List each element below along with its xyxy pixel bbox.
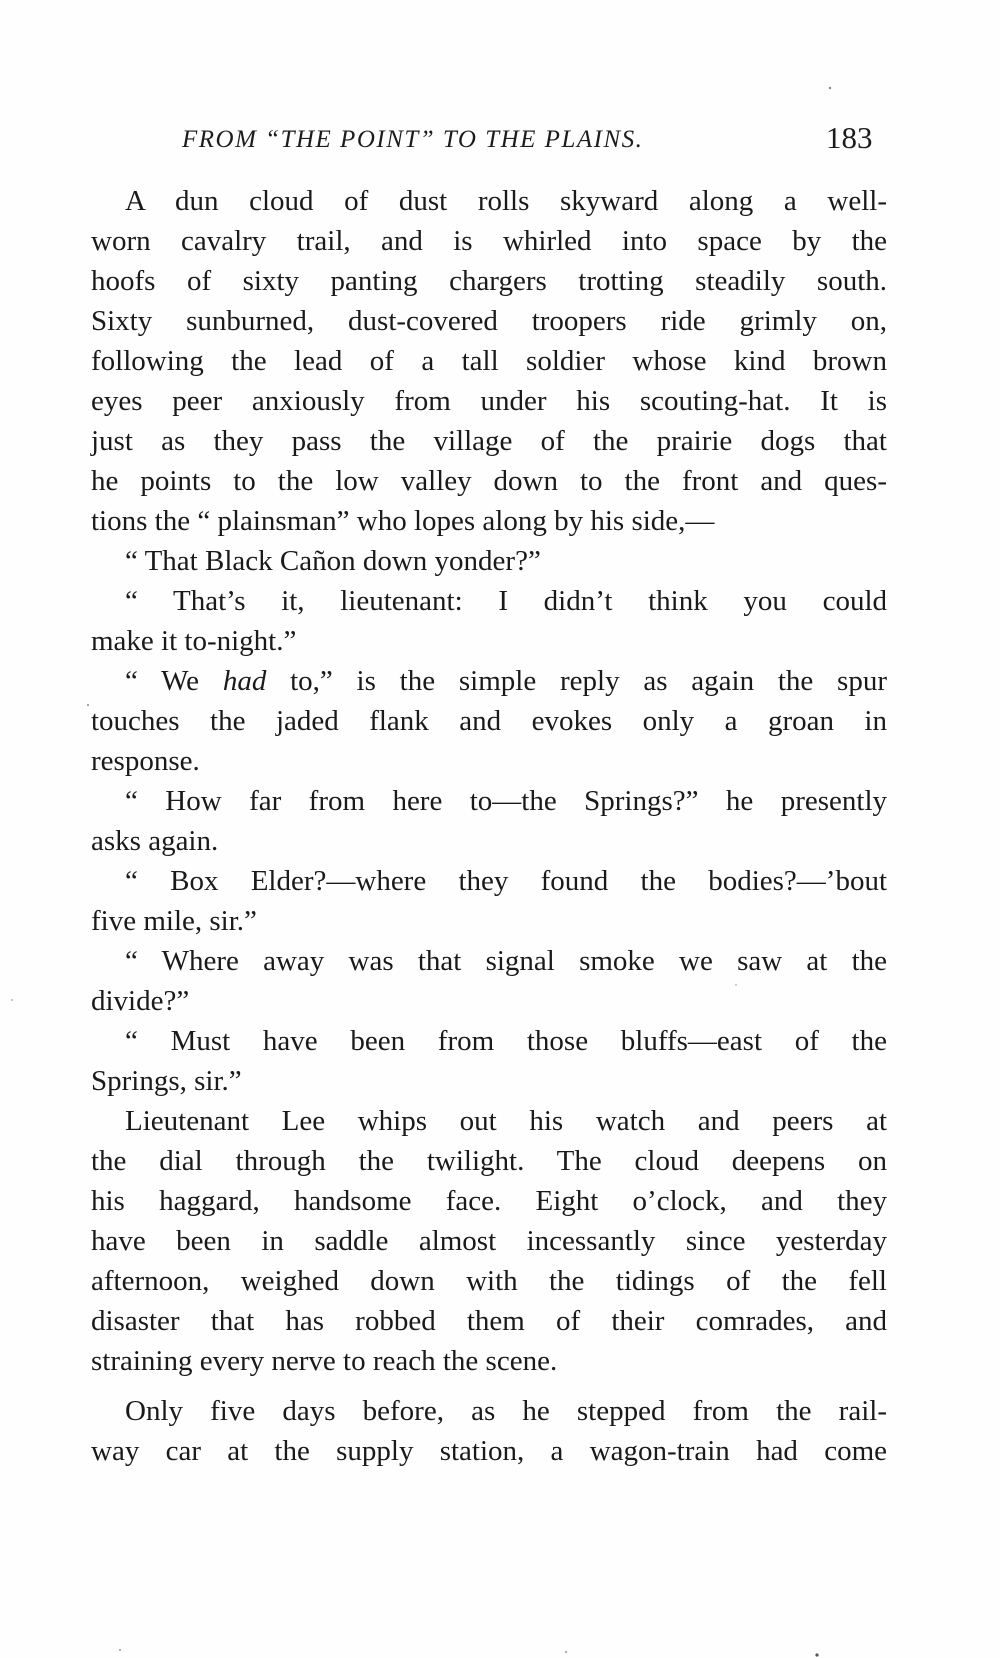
text-line: A dun cloud of dust rolls skyward along a well-	[125, 185, 887, 217]
text-line: he points to the low valley down to the front and ques-	[91, 465, 887, 497]
text-line: asks again.	[91, 825, 219, 857]
italic-word: had	[222, 665, 267, 697]
text-line: “ That’s it, lieutenant: I didn’t think you could	[125, 585, 887, 617]
text-line	[91, 661, 887, 701]
text-line: make it to-night.”	[91, 625, 297, 657]
text-fragment: to,” is the simple reply as again the spur	[290, 665, 887, 697]
text-line: “ Must have been from those bluffs—east of the	[125, 1025, 887, 1057]
page-header	[182, 118, 882, 162]
text-line: Sixty sunburned, dust-covered troopers ride grimly on,	[91, 305, 887, 337]
running-title: FROM “THE POINT” TO THE PLAINS.	[182, 126, 644, 153]
text-line: “ Where away was that signal smoke we saw at the	[125, 945, 887, 977]
page-number: 183	[826, 120, 873, 155]
text-line: divide?”	[91, 985, 190, 1017]
text-line: eyes peer anxiously from under his scouting-hat. It is	[91, 385, 887, 417]
text-line: have been in saddle almost incessantly since yesterday	[91, 1225, 887, 1257]
text-line: the dial through the twilight. The cloud deepens on	[91, 1145, 887, 1177]
text-line: touches the jaded flank and evokes only a groan in	[91, 705, 887, 737]
text-line: just as they pass the village of the prairie dogs that	[91, 425, 887, 457]
text-line: “ How far from here to—the Springs?” he presently	[125, 785, 887, 817]
text-line: his haggard, handsome face. Eight o’clock, and they	[91, 1185, 887, 1217]
text-line: Only five days before, as he stepped from the rail-	[125, 1395, 887, 1427]
text-line: Springs, sir.”	[91, 1065, 242, 1097]
text-fragment: “ We	[125, 665, 200, 697]
text-line: Lieutenant Lee whips out his watch and peers at	[125, 1105, 887, 1137]
text-line: “ That Black Cañon down yonder?”	[125, 545, 541, 577]
text-line: disaster that has robbed them of their comrades, and	[91, 1305, 887, 1337]
text-line: hoofs of sixty panting chargers trotting steadily south.	[91, 265, 887, 297]
text-line: following the lead of a tall soldier whose kind brown	[91, 345, 887, 377]
text-line: “ Box Elder?—where they found the bodies?—’bout	[125, 865, 887, 897]
text-line: worn cavalry trail, and is whirled into space by the	[91, 225, 887, 257]
text-line: response.	[91, 745, 200, 777]
text-line: afternoon, weighed down with the tidings of the fell	[91, 1265, 887, 1297]
text-line: straining every nerve to reach the scene.	[91, 1345, 558, 1377]
text-line: way car at the supply station, a wagon-train had come	[91, 1435, 887, 1467]
text-line: tions the “ plainsman” who lopes along by his side,—	[91, 505, 715, 537]
body-text	[91, 181, 887, 1471]
text-line: five mile, sir.”	[91, 905, 257, 937]
